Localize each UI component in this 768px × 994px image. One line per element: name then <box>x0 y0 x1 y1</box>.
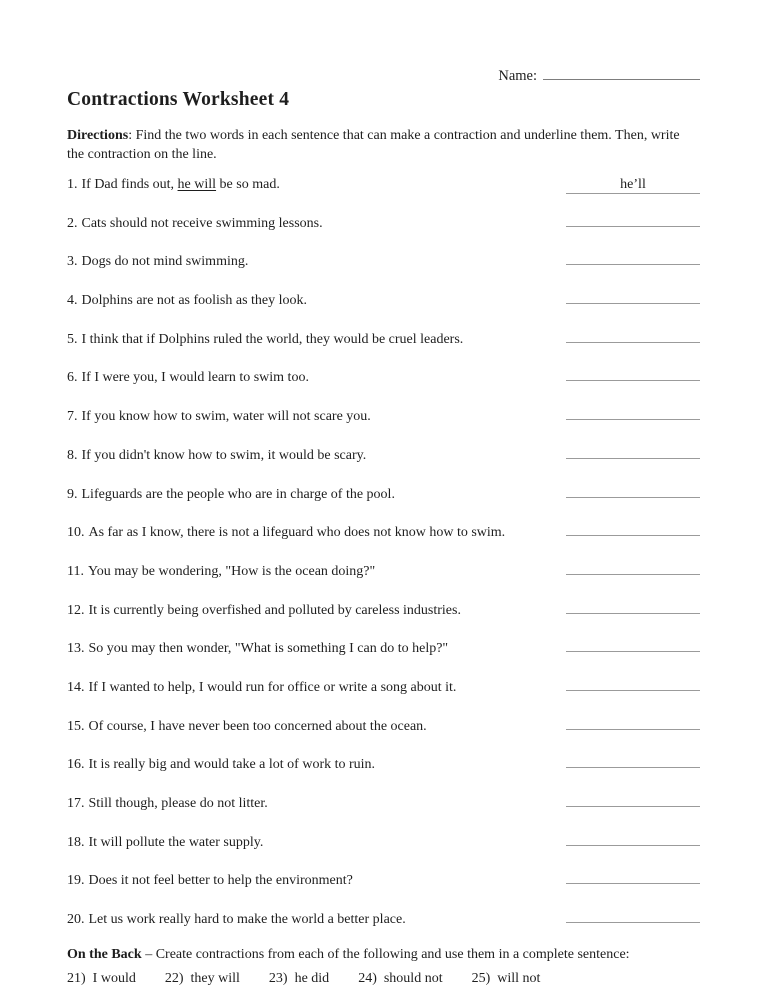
question-row <box>67 481 700 505</box>
question-number: 1. <box>67 177 78 192</box>
question-sentence: Does it not feel better to help the environment? <box>88 873 353 889</box>
directions-label: Directions <box>67 128 129 143</box>
question-row <box>67 867 700 891</box>
on-the-back-text: – Create contractions from each of the following and use them in a complete sentence: <box>141 946 630 962</box>
back-item-words: will not <box>497 970 541 986</box>
question-row <box>67 790 700 814</box>
question-text <box>67 214 566 234</box>
question-row <box>67 403 700 427</box>
back-item-number: 24) <box>358 970 377 986</box>
back-item-words: he did <box>294 970 330 986</box>
question-number: 19. <box>67 873 85 889</box>
answer-line <box>566 519 700 536</box>
question-number: 10. <box>67 525 85 541</box>
question-number: 14. <box>67 679 85 695</box>
page-title: Contractions Worksheet 4 <box>67 89 290 110</box>
name-row <box>67 64 700 84</box>
question-number: 3. <box>67 254 78 270</box>
back-item-number: 21) <box>67 970 86 986</box>
answer-line <box>566 326 700 343</box>
back-item <box>269 969 329 989</box>
question-number: 9. <box>67 486 78 502</box>
back-item <box>358 969 442 989</box>
question-row <box>67 364 700 388</box>
question-sentence: It is currently being overfished and polluted by careless industries. <box>88 602 461 618</box>
question-text <box>67 794 566 814</box>
question-sentence: Lifeguards are the people who are in charge of the pool. <box>81 486 395 502</box>
question-sentence: Of course, I have never been too concerned about the ocean. <box>88 718 427 734</box>
directions <box>67 127 700 164</box>
question-sentence: Dogs do not mind swimming. <box>81 254 249 270</box>
question-row <box>67 442 700 466</box>
question-text <box>67 252 566 272</box>
question-sentence: If you know how to swim, water will not scare you. <box>81 409 371 425</box>
question-number: 15. <box>67 718 85 734</box>
question-number: 13. <box>67 641 85 657</box>
question-row <box>67 597 700 621</box>
question-row <box>67 713 700 737</box>
question-row <box>67 287 700 311</box>
question-sentence: If you didn't know how to swim, it would be scary. <box>81 447 367 463</box>
question-sentence: It is really big and would take a lot of work to ruin. <box>88 757 376 773</box>
on-the-back-heading <box>67 945 700 965</box>
question-text <box>67 871 566 891</box>
back-item <box>472 969 541 989</box>
answer-line <box>566 829 700 846</box>
question-row <box>67 906 700 930</box>
question-sentence-end: be so mad. <box>216 177 280 192</box>
question-row <box>67 210 700 234</box>
question-text <box>67 562 566 582</box>
question-row <box>67 326 700 350</box>
back-item-number: 23) <box>268 970 288 986</box>
back-item-number: 22) <box>164 970 184 986</box>
question-number: 7. <box>67 409 78 425</box>
question-number: 17. <box>67 796 85 811</box>
question-row <box>67 175 700 195</box>
answer-line <box>566 287 700 304</box>
questions-list <box>67 175 700 930</box>
answer-line <box>566 481 700 498</box>
question-row <box>67 674 700 698</box>
question-row <box>67 751 700 775</box>
answer-line <box>566 248 700 265</box>
answer-line <box>566 364 700 381</box>
name-label: Name: <box>498 68 537 84</box>
question-number: 18. <box>67 834 85 850</box>
back-item <box>165 969 240 989</box>
question-number: 20. <box>67 912 85 928</box>
back-items-row <box>67 969 700 989</box>
question-row <box>67 635 700 659</box>
back-item-words: should not <box>383 970 443 986</box>
question-text <box>67 833 566 853</box>
question-text <box>67 368 566 388</box>
question-underlined-words: he will <box>177 177 217 192</box>
answer-line <box>566 210 700 227</box>
question-sentence: If I were you, I would learn to swim too. <box>81 370 309 386</box>
question-text <box>67 910 566 930</box>
question-sentence: If Dad finds out, <box>81 177 178 192</box>
question-text <box>67 485 566 505</box>
answer-line <box>566 597 700 614</box>
back-item-words: I would <box>92 970 136 986</box>
question-sentence: So you may then wonder, "What is something I can do to help?" <box>88 641 449 657</box>
question-row <box>67 248 700 272</box>
answer-line <box>566 403 700 420</box>
question-text <box>67 639 566 659</box>
back-item <box>67 969 136 989</box>
question-row <box>67 829 700 853</box>
question-number: 6. <box>67 370 78 386</box>
question-number: 8. <box>67 447 78 463</box>
question-row <box>67 558 700 582</box>
question-sentence: If I wanted to help, I would run for office or write a song about it. <box>88 679 457 695</box>
question-row <box>67 519 700 543</box>
answer-line <box>566 442 700 459</box>
answer-line <box>566 906 700 923</box>
question-number: 5. <box>67 331 78 347</box>
answer-line <box>566 558 700 575</box>
question-sentence: Still though, please do not litter. <box>88 796 268 811</box>
back-item-number: 25) <box>471 970 491 986</box>
directions-text: : Find the two words in each sentence that can make a contraction and underline them. Then, write the contraction on the line. <box>67 128 680 162</box>
answer-line <box>566 790 700 807</box>
question-text <box>67 523 566 543</box>
question-sentence: Let us work really hard to make the world a better place. <box>88 912 406 928</box>
question-text <box>67 407 566 427</box>
question-text <box>67 446 566 466</box>
question-number: 2. <box>67 215 78 231</box>
question-text <box>67 678 566 698</box>
answer-line <box>566 177 700 194</box>
question-sentence: It will pollute the water supply. <box>88 834 264 850</box>
answer-line <box>566 867 700 884</box>
back-item-words: they will <box>190 970 240 986</box>
question-text <box>67 601 566 621</box>
question-sentence: I think that if Dolphins ruled the world, they would be cruel leaders. <box>81 331 464 347</box>
answer-text: he’ll <box>620 177 646 192</box>
question-number: 16. <box>67 757 85 773</box>
question-text <box>67 291 566 311</box>
answer-line <box>566 674 700 691</box>
question-text <box>67 175 566 195</box>
question-number: 11. <box>67 563 84 579</box>
question-sentence: Cats should not receive swimming lessons. <box>81 215 323 231</box>
question-text <box>67 330 566 350</box>
question-text <box>67 717 566 737</box>
name-blank-line <box>543 64 700 80</box>
answer-line <box>566 751 700 768</box>
question-number: 12. <box>67 602 85 618</box>
question-sentence: You may be wondering, "How is the ocean doing?" <box>87 563 376 579</box>
answer-line <box>566 635 700 652</box>
question-number: 4. <box>67 293 78 309</box>
answer-line <box>566 713 700 730</box>
on-the-back-label: On the Back <box>67 946 142 962</box>
question-text <box>67 755 566 775</box>
question-sentence: Dolphins are not as foolish as they look. <box>81 293 308 309</box>
question-sentence: As far as I know, there is not a lifeguard who does not know how to swim. <box>88 525 506 541</box>
